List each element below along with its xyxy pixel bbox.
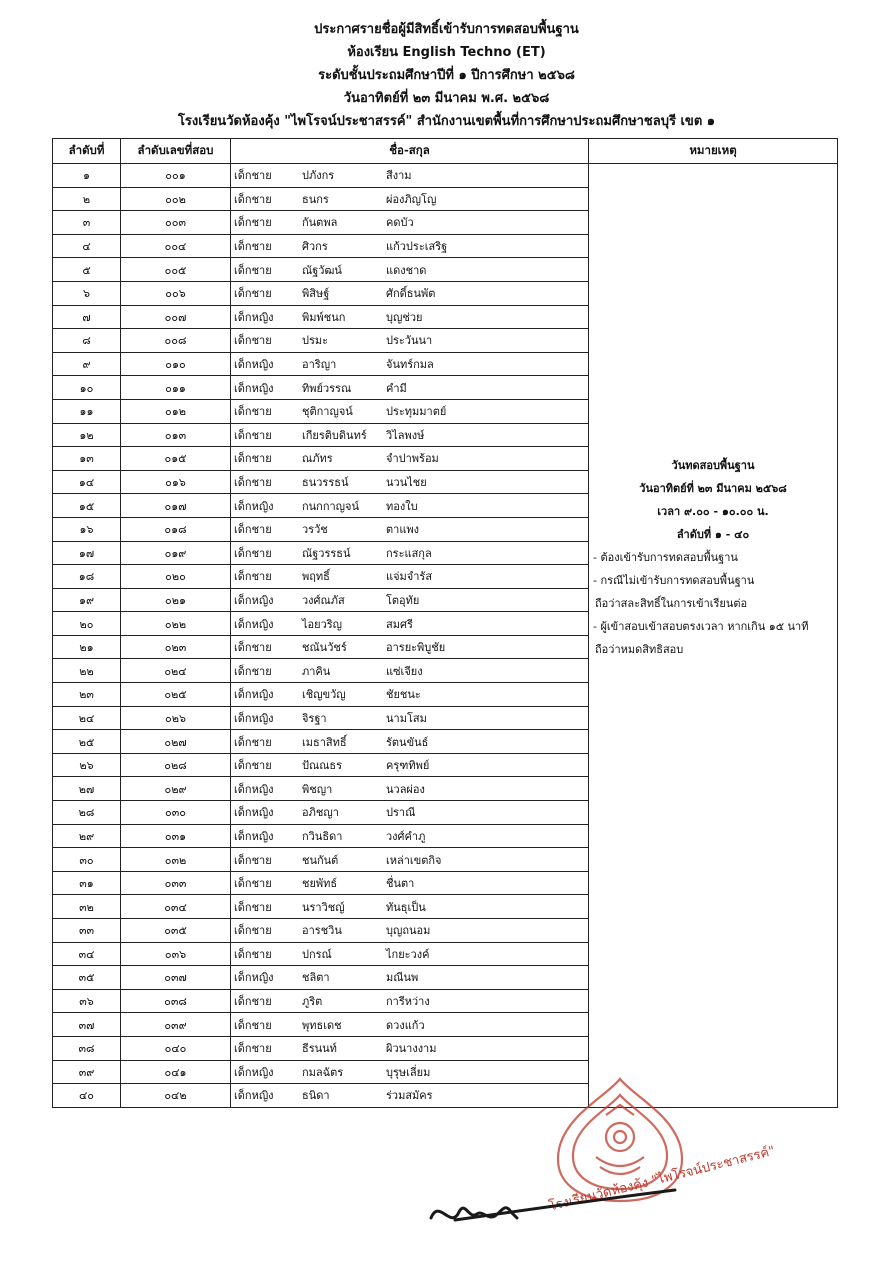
student-name (231, 683, 589, 707)
student-name (231, 281, 589, 305)
last-name: ผิวนางงาม (386, 1042, 437, 1056)
order-number: ๑๘ (53, 565, 121, 589)
name-prefix: เด็กชาย (234, 924, 272, 938)
seat-number: ๐๔๑ (121, 1060, 231, 1084)
seat-number: ๐๒๐ (121, 565, 231, 589)
order-number: ๒๙ (53, 824, 121, 848)
last-name: สมศรี (386, 617, 413, 631)
student-name (231, 164, 589, 188)
name-prefix: เด็กชาย (234, 735, 272, 749)
signature-mark (425, 1190, 685, 1250)
seat-number: ๐๐๔ (121, 234, 231, 258)
name-prefix: เด็กชาย (234, 240, 272, 254)
order-number: ๓๐ (53, 848, 121, 872)
student-name (231, 541, 589, 565)
first-name: ชนกันต์ (302, 853, 339, 867)
last-name: กระแสกุล (386, 546, 432, 560)
name-prefix: เด็กชาย (234, 1018, 272, 1032)
header-order: ลำดับที่ (53, 139, 121, 164)
order-number: ๗ (53, 305, 121, 329)
first-name: ศิวกร (302, 240, 328, 254)
header-grade: ระดับชั้นประถมศึกษาปีที่ ๑ ปีการศึกษา ๒๕๖๘ (318, 68, 575, 83)
last-name: โตอุทัย (386, 593, 420, 607)
order-number: ๑๖ (53, 517, 121, 541)
first-name: ธีรนนท์ (302, 1042, 337, 1056)
seat-number: ๐๓๖ (121, 942, 231, 966)
order-number: ๒๐ (53, 612, 121, 636)
student-name (231, 517, 589, 541)
first-name: ธนิดา (302, 1089, 330, 1103)
order-number: ๑๑ (53, 399, 121, 423)
name-prefix: เด็กชาย (234, 900, 272, 914)
name-prefix: เด็กหญิง (234, 381, 274, 395)
seat-number: ๐๔๐ (121, 1036, 231, 1060)
order-number: ๑ (53, 164, 121, 188)
student-name (231, 942, 589, 966)
name-prefix: เด็กชาย (234, 192, 272, 206)
table-row (53, 164, 838, 188)
order-number: ๓๙ (53, 1060, 121, 1084)
first-name: พิมพ์ชนก (302, 310, 346, 324)
name-prefix: เด็กชาย (234, 546, 272, 560)
last-name: แก้วประเสริฐ (386, 240, 448, 254)
name-prefix: เด็กชาย (234, 428, 272, 442)
last-name: นวนไชย (386, 476, 427, 490)
order-number: ๓ (53, 211, 121, 235)
student-name (231, 211, 589, 235)
name-prefix: เด็กหญิง (234, 1065, 274, 1079)
student-name (231, 305, 589, 329)
seat-number: ๐๓๑ (121, 824, 231, 848)
header-remarks: หมายเหตุ (589, 139, 838, 164)
student-name (231, 1013, 589, 1037)
first-name: จิรฐา (302, 711, 327, 725)
first-name: ปภังกร (302, 169, 335, 183)
name-prefix: เด็กหญิง (234, 806, 274, 820)
first-name: อารชวิน (302, 924, 342, 938)
last-name: แดงชาด (386, 263, 427, 277)
last-name: ทันธุเป็น (386, 900, 426, 914)
remarks-note: - ต้องเข้ารับการทดสอบพื้นฐาน (593, 551, 738, 564)
student-name (231, 234, 589, 258)
first-name: อาริญา (302, 358, 337, 372)
student-name (231, 989, 589, 1013)
last-name: ร่วมสมัคร (386, 1089, 433, 1103)
first-name: ชลิตา (302, 971, 330, 985)
student-name (231, 777, 589, 801)
order-number: ๓๖ (53, 989, 121, 1013)
seat-number: ๐๐๖ (121, 281, 231, 305)
student-name (231, 1084, 589, 1108)
remarks-date: วันอาทิตย์ที่ ๒๓ มีนาคม ๒๕๖๘ (639, 482, 787, 495)
seat-number: ๐๒๘ (121, 753, 231, 777)
first-name: ภาคิน (302, 664, 331, 678)
seat-number: ๐๔๒ (121, 1084, 231, 1108)
seat-number: ๐๑๒ (121, 399, 231, 423)
name-prefix: เด็กชาย (234, 216, 272, 230)
last-name: ครุฑทิพย์ (386, 759, 430, 773)
order-number: ๑๒ (53, 423, 121, 447)
order-number: ๒ (53, 187, 121, 211)
first-name: กันตพล (302, 216, 338, 230)
name-prefix: เด็กหญิง (234, 1089, 274, 1103)
seat-number: ๐๑๗ (121, 494, 231, 518)
order-number: ๑๓ (53, 447, 121, 471)
name-prefix: เด็กชาย (234, 287, 272, 301)
last-name: ดวงแก้ว (386, 1018, 425, 1032)
last-name: เหล่าเขตกิจ (386, 853, 442, 867)
order-number: ๔ (53, 234, 121, 258)
name-prefix: เด็กชาย (234, 334, 272, 348)
last-name: วงศ์คำภู (386, 829, 426, 843)
student-name (231, 470, 589, 494)
name-prefix: เด็กชาย (234, 1042, 272, 1056)
last-name: คำมี (386, 381, 407, 395)
remarks-range: ลำดับที่ ๑ - ๔๐ (676, 528, 750, 541)
name-prefix: เด็กชาย (234, 452, 272, 466)
name-prefix: เด็กหญิง (234, 782, 274, 796)
name-prefix: เด็กหญิง (234, 310, 274, 324)
last-name: รัตนขันธ์ (386, 735, 429, 749)
order-number: ๔๐ (53, 1084, 121, 1108)
first-name: ณัฐวรรธน์ (302, 546, 351, 560)
order-number: ๓๔ (53, 942, 121, 966)
name-prefix: เด็กชาย (234, 947, 272, 961)
last-name: จำปาพร้อม (386, 452, 439, 466)
remarks-cell (589, 164, 838, 1108)
seat-number: ๐๒๕ (121, 683, 231, 707)
order-number: ๒๔ (53, 706, 121, 730)
order-number: ๑๐ (53, 376, 121, 400)
stamp-text: โรงเรียนวัดห้องคุ้ง "ไพโรจน์ประชาสรรค์" (547, 1143, 777, 1215)
name-prefix: เด็กหญิง (234, 358, 274, 372)
student-name (231, 966, 589, 990)
first-name: พิสิษฐ์ (302, 287, 330, 301)
student-name (231, 706, 589, 730)
seat-number: ๐๒๒ (121, 612, 231, 636)
order-number: ๒๖ (53, 753, 121, 777)
seat-number: ๐๐๒ (121, 187, 231, 211)
seat-number: ๐๒๗ (121, 730, 231, 754)
header-name: ชื่อ-สกุล (231, 139, 589, 164)
order-number: ๘ (53, 329, 121, 353)
seat-number: ๐๓๕ (121, 919, 231, 943)
last-name: ประวันนา (386, 334, 433, 348)
first-name: วรวัช (302, 523, 328, 537)
name-prefix: เด็กหญิง (234, 971, 274, 985)
last-name: วิไลพงษ์ (386, 428, 425, 442)
student-name (231, 659, 589, 683)
first-name: ธนวรรธน์ (302, 476, 349, 490)
first-name: เกียรติบดินทร์ (302, 428, 367, 442)
first-name: กนกกาญจน์ (302, 499, 360, 513)
table-body (53, 164, 838, 1108)
last-name: ประทุมมาตย์ (386, 405, 447, 419)
first-name: ปกรณ์ (302, 947, 332, 961)
order-number: ๒๕ (53, 730, 121, 754)
name-prefix: เด็กชาย (234, 405, 272, 419)
name-prefix: เด็กชาย (234, 877, 272, 891)
seat-number: ๐๒๖ (121, 706, 231, 730)
order-number: ๙ (53, 352, 121, 376)
order-number: ๓๒ (53, 895, 121, 919)
last-name: ปราณี (386, 806, 416, 820)
seat-number: ๐๓๔ (121, 895, 231, 919)
student-name (231, 895, 589, 919)
first-name: ชณันวัชร์ (302, 641, 347, 655)
header-school: โรงเรียนวัดห้องคุ้ง "ไพโรจน์ประชาสรรค์" สำนักงานเขตพื้นที่การศึกษาประถมศึกษาชลบุรี เขต ๑ (177, 114, 716, 129)
seat-number: ๐๓๒ (121, 848, 231, 872)
name-prefix: เด็กหญิง (234, 829, 274, 843)
name-prefix: เด็กหญิง (234, 499, 274, 513)
last-name: ตาแพง (386, 523, 420, 537)
student-name (231, 423, 589, 447)
order-number: ๒๗ (53, 777, 121, 801)
seat-number: ๐๐๗ (121, 305, 231, 329)
order-number: ๒๘ (53, 801, 121, 825)
first-name: ปัณณธร (302, 759, 343, 773)
seat-number: ๐๒๑ (121, 588, 231, 612)
last-name: บุญช่วย (386, 310, 423, 324)
school-seal-stamp (540, 1075, 777, 1215)
student-name (231, 565, 589, 589)
name-prefix: เด็กชาย (234, 570, 272, 584)
header-classroom: ห้องเรียน English Techno (ET) (347, 45, 546, 60)
first-name: ธนกร (302, 192, 329, 206)
student-name (231, 588, 589, 612)
name-prefix: เด็กชาย (234, 641, 272, 655)
header-date: วันอาทิตย์ที่ ๒๓ มีนาคม พ.ศ. ๒๕๖๘ (343, 91, 550, 106)
student-name (231, 612, 589, 636)
seat-number: ๐๑๙ (121, 541, 231, 565)
remarks-note: - ผู้เข้าสอบเข้าสอบตรงเวลา หากเกิน ๑๕ นาที (593, 620, 809, 633)
name-prefix: เด็กหญิง (234, 593, 274, 607)
seat-number: ๐๓๐ (121, 801, 231, 825)
name-prefix: เด็กหญิง (234, 688, 274, 702)
name-prefix: เด็กหญิง (234, 617, 274, 631)
order-number: ๒๓ (53, 683, 121, 707)
last-name: แจ่มจำรัส (386, 570, 433, 584)
student-name (231, 447, 589, 471)
remarks-note: ถือว่าหมดสิทธิสอบ (595, 643, 684, 656)
student-name (231, 399, 589, 423)
table-header-row (53, 139, 838, 164)
last-name: บุญถนอม (386, 924, 431, 938)
remarks-note: - กรณีไม่เข้ารับการทดสอบพื้นฐาน (593, 574, 755, 587)
seat-number: ๐๐๘ (121, 329, 231, 353)
name-prefix: เด็กชาย (234, 263, 272, 277)
seat-number: ๐๒๙ (121, 777, 231, 801)
student-name (231, 919, 589, 943)
student-name (231, 376, 589, 400)
seat-number: ๐๑๑ (121, 376, 231, 400)
seat-number: ๐๓๘ (121, 989, 231, 1013)
first-name: ปรมะ (302, 334, 329, 348)
student-name (231, 848, 589, 872)
last-name: สีงาม (386, 169, 412, 183)
last-name: ชัยชนะ (386, 688, 421, 702)
student-name (231, 352, 589, 376)
first-name: ภูริต (302, 995, 323, 1009)
order-number: ๒๒ (53, 659, 121, 683)
name-prefix: เด็กชาย (234, 759, 272, 773)
seat-number: ๐๒๔ (121, 659, 231, 683)
first-name: ไอยวริญ (302, 617, 343, 631)
seat-number: ๐๑๘ (121, 517, 231, 541)
document-header (0, 18, 893, 133)
order-number: ๓๘ (53, 1036, 121, 1060)
student-name (231, 494, 589, 518)
remarks-title: วันทดสอบพื้นฐาน (671, 459, 755, 472)
name-prefix: เด็กชาย (234, 169, 272, 183)
seat-number: ๐๓๙ (121, 1013, 231, 1037)
header-title: ประกาศรายชื่อผู้มีสิทธิ์เข้ารับการทดสอบพื้นฐาน (314, 22, 579, 37)
first-name: พุทธเดช (302, 1018, 342, 1032)
order-number: ๓๑ (53, 871, 121, 895)
seat-number: ๐๐๑ (121, 164, 231, 188)
seat-number: ๐๑๓ (121, 423, 231, 447)
order-number: ๑๙ (53, 588, 121, 612)
seat-number: ๐๑๖ (121, 470, 231, 494)
last-name: นวลผ่อง (386, 782, 425, 796)
student-name (231, 801, 589, 825)
last-name: ศักดิ์ธนพัต (386, 287, 436, 301)
student-name (231, 329, 589, 353)
last-name: อารยะพิบูชัย (386, 641, 446, 655)
order-number: ๕ (53, 258, 121, 282)
last-name: ทองใบ (386, 499, 418, 513)
student-name (231, 753, 589, 777)
student-name (231, 1060, 589, 1084)
last-name: นามโสม (386, 711, 427, 725)
first-name: เมธาสิทธิ์ (302, 735, 347, 749)
name-prefix: เด็กชาย (234, 995, 272, 1009)
candidate-table (52, 138, 838, 1108)
last-name: คดบัว (386, 216, 414, 230)
student-name (231, 824, 589, 848)
last-name: การีหว่าง (386, 995, 430, 1009)
first-name: ณัฐวัฒน์ (302, 263, 342, 277)
seat-number: ๐๓๓ (121, 871, 231, 895)
order-number: ๑๔ (53, 470, 121, 494)
name-prefix: เด็กชาย (234, 523, 272, 537)
seat-number: ๐๑๕ (121, 447, 231, 471)
first-name: กวินธิดา (302, 829, 343, 843)
order-number: ๑๗ (53, 541, 121, 565)
seat-number: ๐๑๐ (121, 352, 231, 376)
header-seat: ลำดับเลขที่สอบ (121, 139, 231, 164)
last-name: มณีนพ (386, 971, 419, 985)
last-name: ไกยะวงค์ (386, 947, 430, 961)
student-name (231, 635, 589, 659)
student-name (231, 1036, 589, 1060)
first-name: ชยพัทธ์ (302, 877, 338, 891)
student-name (231, 187, 589, 211)
last-name: จันทร์กมล (386, 358, 434, 372)
first-name: นราวิชญ์ (302, 900, 345, 914)
seat-number: ๐๐๕ (121, 258, 231, 282)
last-name: แซ่เจียง (386, 664, 423, 678)
first-name: ณภัทร (302, 452, 333, 466)
first-name: พฤทธิ์ (302, 570, 330, 584)
first-name: ทิพย์วรรณ (302, 381, 352, 395)
name-prefix: เด็กหญิง (234, 711, 274, 725)
seat-number: ๐๒๓ (121, 635, 231, 659)
last-name: ผ่องภิญโญ (386, 192, 437, 206)
name-prefix: เด็กชาย (234, 853, 272, 867)
order-number: ๓๕ (53, 966, 121, 990)
last-name: ชื่นตา (386, 877, 415, 891)
student-name (231, 258, 589, 282)
first-name: อภิชญา (302, 806, 339, 820)
seat-number: ๐๐๓ (121, 211, 231, 235)
first-name: วงศ์ณภัส (302, 593, 345, 607)
remarks-note: ถือว่าสละสิทธิ์ในการเข้าเรียนต่อ (595, 597, 748, 610)
name-prefix: เด็กชาย (234, 476, 272, 490)
student-name (231, 730, 589, 754)
order-number: ๓๓ (53, 919, 121, 943)
name-prefix: เด็กชาย (234, 664, 272, 678)
first-name: เชิญขวัญ (302, 688, 346, 702)
order-number: ๖ (53, 281, 121, 305)
order-number: ๒๑ (53, 635, 121, 659)
remarks-time: เวลา ๙.๐๐ - ๑๐.๐๐ น. (657, 505, 769, 518)
first-name: พิชญา (302, 782, 333, 796)
last-name: บุรุษเลี่ยม (386, 1065, 431, 1079)
first-name: ชุติกาญจน์ (302, 405, 353, 419)
student-name (231, 871, 589, 895)
seat-number: ๐๓๗ (121, 966, 231, 990)
order-number: ๓๗ (53, 1013, 121, 1037)
order-number: ๑๕ (53, 494, 121, 518)
first-name: กมลฉัตร (302, 1065, 344, 1079)
